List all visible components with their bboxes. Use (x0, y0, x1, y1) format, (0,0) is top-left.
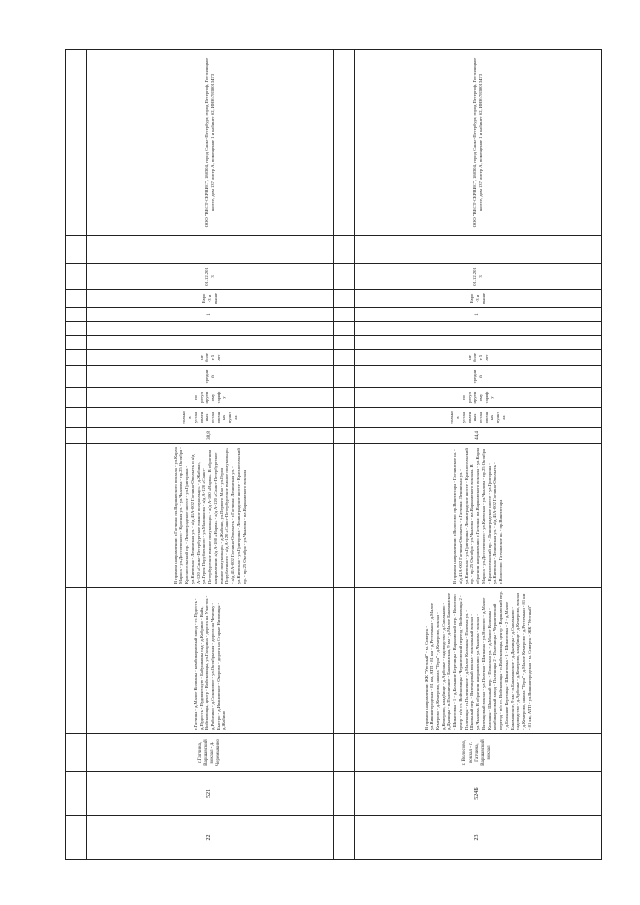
header-cell (66, 308, 87, 322)
header-cell (66, 772, 87, 816)
ecology-class: Евро-3 и выше (87, 290, 334, 308)
spacer-cell (334, 816, 355, 860)
header-cell (66, 264, 87, 290)
spacer-cell (334, 350, 355, 366)
route-register-table (65, 49, 602, 860)
route-stops: В прямом направлении: ЖК "Уютный" - м. Сиверск - ул.Вишнягородская - 81 км, АТП - 81 км - д.Ретсемьки - д.Малое Кемерово - д.Кемерово, школа "Терн" - д.Кемерово, вокзал - д.Кемерово, кладбище - д.Арбонье - садоводство - д.Смольково - д.Дылицы - п.Пхленичное - Бакомянская, 9 км - д.Малое Бакомянское - Шикитовка - 1 - д.Большие Березицы - Варшавский пер. - Волосово центр - п/о ст. Войсковицы - Черниговский переезд - Войсковицы 2 - Пхленицы - п.Пхленичное - д.Малое Колпаны - Полевая ул. - Школьный пер. - Вяземцовый вокзал - вокзальный вокзал - ул.Чкалова. В обратном направлении: ул.Чкалова - вокзал - Вяземцовый вокзал - ул.Полевая - Шапкина - ул.Новопос - д.Малое Колпаны - Школьный пер. - Польская ул. - д.Малое Колпаны - комбикормовый завод - Пхленицы 2 - Пхленицы - Черниговский переезд - п/о ст. Войсковицы - п.Войсковицы, центр - Варшавский пер. - д.Большие Березицы - Шикитовка - 1 - Шикитовка - 2 - д.Малое Бакомянское, 9 км - п.Бакомянское - д.Дылицы - д.Смольково - садоводство - д.Арбонье - д.Кемерово, кладбище - д.Кемерово, вокзал - д.Кемерово, школа "Терн" - д.Малое Кемерово - д.Ретсемьки - 81 км - 81 км, АТП - ул.Вишнягородская - м. Сиверск - ЖК "Уютный" (355, 588, 602, 734)
rotated-page (65, 50, 575, 860)
empty-cell (355, 322, 602, 336)
empty-cell (87, 336, 334, 350)
spacer-cell (334, 290, 355, 308)
spacer-cell (334, 408, 355, 428)
header-cell (66, 336, 87, 350)
header-cell (66, 290, 87, 308)
row-number: 23 (355, 816, 602, 860)
vehicle-count: не более 5 лет (355, 350, 602, 366)
spacer-cell (334, 428, 355, 444)
route-code: 524Б (355, 772, 602, 816)
header-cell (66, 734, 87, 772)
header-row (66, 50, 87, 860)
spacer-cell (334, 366, 355, 388)
carrier-info: ООО "ВЕСТ-СЕРВИС", 188304, город Санкт-Петербург, город Петергоф, Гостилицкое шоссе, дом 137 литер А, помещение 1 и кабинет 62, ИНН:7838013473 (87, 50, 334, 236)
route-name: г. Волосово, вокзал - г. Гатчина, Варшавский вокзал (355, 734, 602, 772)
header-cell (66, 408, 87, 428)
route-path: В прямом направлении: г.Волосово: пр.Вингиссара - Гатчинское ш. - а/д 41А-002 Гатчина-Опольесь - г.Гатчина: Ленинская ул. - ул.Киевская - ул.Григорина - Ленинградское шоссе - Красносельский пр. - пр.25 Октября - ул.Чкалова - пл.Варшавского вокзала. В обратном направлении: г.Гатчина: пл.Варшавского вокзала - ул.Карла Маркса - ул.Достоевского - ул.Киевская - ул.Чкалова - пр.25 Октября - Красносельский пр. - Ленинградское шоссе - ул.Григорина - ул.Киевская - Ленинская ул. - а/д 41А-002 Гатчина-Опольесь - г.Волосово: Гатчинское ш. - пр.Вингиссара (355, 444, 602, 588)
empty-cell (355, 236, 602, 264)
table-row (87, 50, 334, 860)
header-cell (66, 816, 87, 860)
ecology-class-count: 1 (355, 308, 602, 322)
header-cell (66, 428, 87, 444)
vehicle-class: средний (355, 366, 602, 388)
start-date: 01.12.2013 (87, 264, 334, 290)
spacer-cell (334, 336, 355, 350)
empty-cell (87, 236, 334, 264)
spacer-cell (334, 236, 355, 264)
route-length: 38,8 (87, 428, 334, 444)
route-stops: г.Гатчина - д.Малое Колпаны - комбикормовый завод - ст.Пудость - д.Пудость - Пудомягскую - Бабушкины сад - д.Кобрино - Вайя, Войсковицы, центр - Войсковицы, ул.Гагарина - дорога на Участок - д.Рябизино - д.Сокомовое - ул.Октябрьская - дорога на Чеченку - Быстро - д.Ивановское - Окорово - дорога на Старые Низовицы - д.Жабино (87, 588, 334, 734)
header-cell (66, 236, 87, 264)
header-cell (66, 350, 87, 366)
stop-order: только в установленных остановочных пунктах (87, 408, 334, 428)
header-cell (66, 588, 87, 734)
spacer-cell (334, 588, 355, 734)
spacer-cell (334, 772, 355, 816)
route-length: 44,4 (355, 428, 602, 444)
route-name: г.Гатчина, Варшавский вокзал - д. Черемыкино (87, 734, 334, 772)
route-path: В прямом направлении: г.Гатчина: пл.Варшавского вокзала - ул.Карла Маркса - ул.Достоевского - Красная ул. - ул.Чкалова - пр.25 Октября - Красносельский пр. - Ленинградское шоссе - ул.Григорина - ул.Киевская - Ленинская ул. - а/д 41А-002 Гатчина-Опольесь и а/д А-120 «Санкт-Петербургское южное полукольцо» - д.Жабино, ул.Героя Порубленного - ул.Малинкова - а/д А-120 «Санкт-Петербургское южное полукольцо» - а/д А-180 «Нарва». В обратном направлении: а/д А-180 «Нарва» - а/д А-120 «Санкт-Петербургское южное полукольцо» - д.Жабино, ул.Первого Мая - ул.Героя Порубленного - а/д А-120 «Санкт-Петербургское южное полукольцо» - а/д 41А-002 Гатчина-Опольесь - г.Гатчина: Ленинская ул. - ул.Киевская - ул.Григорина - Ленинградское шоссе - Красносельский пр. - пр.25 Октября - ул.Чкалова - пл.Варшавского вокзала (87, 444, 334, 588)
vehicle-count: не более 5 лет (87, 350, 334, 366)
carrier-info: ООО "ВЕСТ-СЕРВИС", 188304, город Санкт-Петербург, город Петергоф, Гостилицкое шоссе, дом 137 литер А, помещение 1 и кабинет 62, ИНН:7838013473 (355, 50, 602, 236)
ecology-class: Евро-3 и выше (355, 290, 602, 308)
spacer-cell (334, 734, 355, 772)
tariff-type: по регулируемому тарифу (355, 388, 602, 408)
row-number: 22 (87, 816, 334, 860)
tariff-type: по регулируемому тарифу (87, 388, 334, 408)
empty-cell (87, 322, 334, 336)
spacer-cell (334, 322, 355, 336)
vehicle-class: средний (87, 366, 334, 388)
stop-order: только в установленных остановочных пунктах (355, 408, 602, 428)
header-cell (66, 444, 87, 588)
spacer-cell (334, 50, 355, 236)
spacer-cell (334, 308, 355, 322)
header-cell (66, 50, 87, 236)
start-date: 01.12.2013 (355, 264, 602, 290)
header-cell (66, 388, 87, 408)
table-row (355, 50, 602, 860)
ecology-class-count: 1 (87, 308, 334, 322)
spacer-row (334, 50, 355, 860)
header-cell (66, 322, 87, 336)
spacer-cell (334, 264, 355, 290)
empty-cell (355, 336, 602, 350)
spacer-cell (334, 444, 355, 588)
route-code: 521 (87, 772, 334, 816)
header-cell (66, 366, 87, 388)
spacer-cell (334, 388, 355, 408)
